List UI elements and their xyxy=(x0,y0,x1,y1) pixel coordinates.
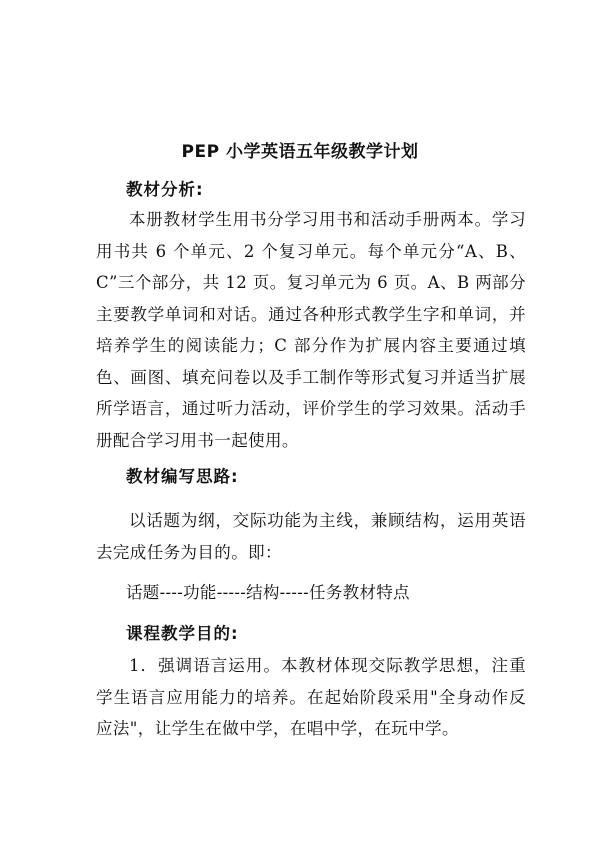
approach-flow-line: 话题----功能-----结构-----任务教材特点 xyxy=(126,583,410,602)
section-heading-analysis: 教材分析: xyxy=(126,180,204,199)
paragraph-analysis: 本册教材学生用书分学习用书和活动手册两本。学习用书共 6 个单元、2 个复习单元。每个单元分“A、B、C”三个部分，共 12 页。复习单元为 6 页。A、B 两部分主要教学单词和对话。通过各种形式教学生字和单词，并培养学生的阅读能力；C 部分作为扩展内容主要通过填色、画图、填充问卷以及手工制作等形式复习并适当扩展所学语言，通过听力活动，评价学生的学习效果。活动手册配合学习用书一起使用。 xyxy=(96,210,526,450)
paragraph-goal-1: 1．强调语言运用。本教材体现交际教学思想，注重学生语言应用能力的培养。在起始阶段采用"全身动作反应法"，让学生在做中学，在唱中学，在玩中学。 xyxy=(96,656,526,738)
paragraph-approach: 以话题为纲，交际功能为主线，兼顾结构，运用英语去完成任务为目的。即： xyxy=(96,511,526,562)
section-heading-goals: 课程教学目的: xyxy=(126,624,239,643)
document-title: PEP 小学英语五年级教学计划 xyxy=(181,142,419,162)
section-heading-approach: 教材编写思路: xyxy=(126,467,239,486)
